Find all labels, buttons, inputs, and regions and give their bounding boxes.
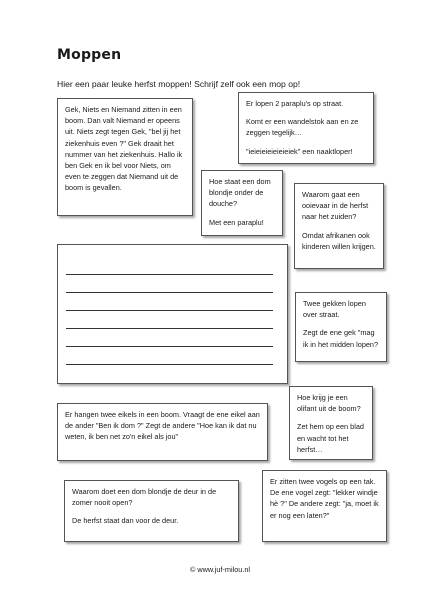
joke-text: Gek, Niets en Niemand zitten in een boom. Dan valt Niemand er opeens uit. Niets zegt tegen Gek, "bel jij het ziekenhuis even ?" Gek draait het nummer van het ziekenhuis. Hallo ik ben Gek en ik bel voor Niets, om even te zeggen dat Niemand uit de boom is gevallen. <box>65 105 183 193</box>
writing-line <box>66 274 273 275</box>
joke-text: Zegt de ene gek "mag ik in het midden lopen? <box>303 328 379 349</box>
writing-line <box>66 364 273 365</box>
joke-card <box>57 403 268 461</box>
joke-text: Zet hem op een blad en wacht tot het herfst… <box>297 422 364 454</box>
writing-line <box>66 346 273 347</box>
joke-text: De herfst staat dan voor de deur. <box>72 516 179 526</box>
writing-line <box>66 328 273 329</box>
intro-text: Hier een paar leuke herfst moppen! Schrijf zelf ook een mop op! <box>57 79 301 89</box>
joke-text: Twee gekken lopen over straat. <box>303 299 366 320</box>
footer-credit: © www.juf-milou.nl <box>189 565 251 574</box>
joke-card <box>295 292 387 362</box>
joke-card <box>57 98 193 216</box>
joke-text: Waarom doet een dom blondje de deur in de zomer nooit open? <box>72 487 217 508</box>
page-title: Moppen <box>57 47 122 63</box>
joke-card <box>262 470 387 542</box>
writing-line <box>66 310 273 311</box>
joke-text: Met een paraplu! <box>209 217 264 227</box>
joke-card <box>238 92 374 164</box>
joke-card <box>201 170 283 236</box>
joke-text: Er lopen 2 paraplu's op straat. <box>246 99 344 108</box>
joke-card <box>294 183 384 269</box>
joke-text: Hoe staat een dom blondje onder de douche? <box>209 177 271 209</box>
writing-line <box>66 292 273 293</box>
joke-text: Omdat afrikanen ook kinderen willen krijgen. <box>302 230 376 251</box>
joke-card <box>64 480 239 542</box>
joke-card <box>289 386 373 460</box>
joke-text: Waarom gaat een ooievaar in de herfst naar het zuiden? <box>302 190 369 222</box>
joke-text: Komt er een wandelstok aan en ze zeggen tegelijk… <box>246 117 359 138</box>
joke-text: Er zitten twee vogels op een tak. De ene vogel zegt: "lekker windje hè ?" De andere zegt: "ja, moet ik er nog een laten?" <box>270 477 379 520</box>
joke-text: "ieieieieieieieiek" een naaktloper! <box>246 146 353 156</box>
joke-text: Hoe krijg je een olifant uit de boom? <box>297 393 361 414</box>
joke-text: Er hangen twee eikels in een boom. Vraagt de ene eikel aan de ander "Ben ik dom ?" Zegt de andere "Hoe kan ik dat nu weten, ik ben net zo'n eikel als jou" <box>65 410 260 442</box>
writing-area[interactable] <box>57 244 288 384</box>
